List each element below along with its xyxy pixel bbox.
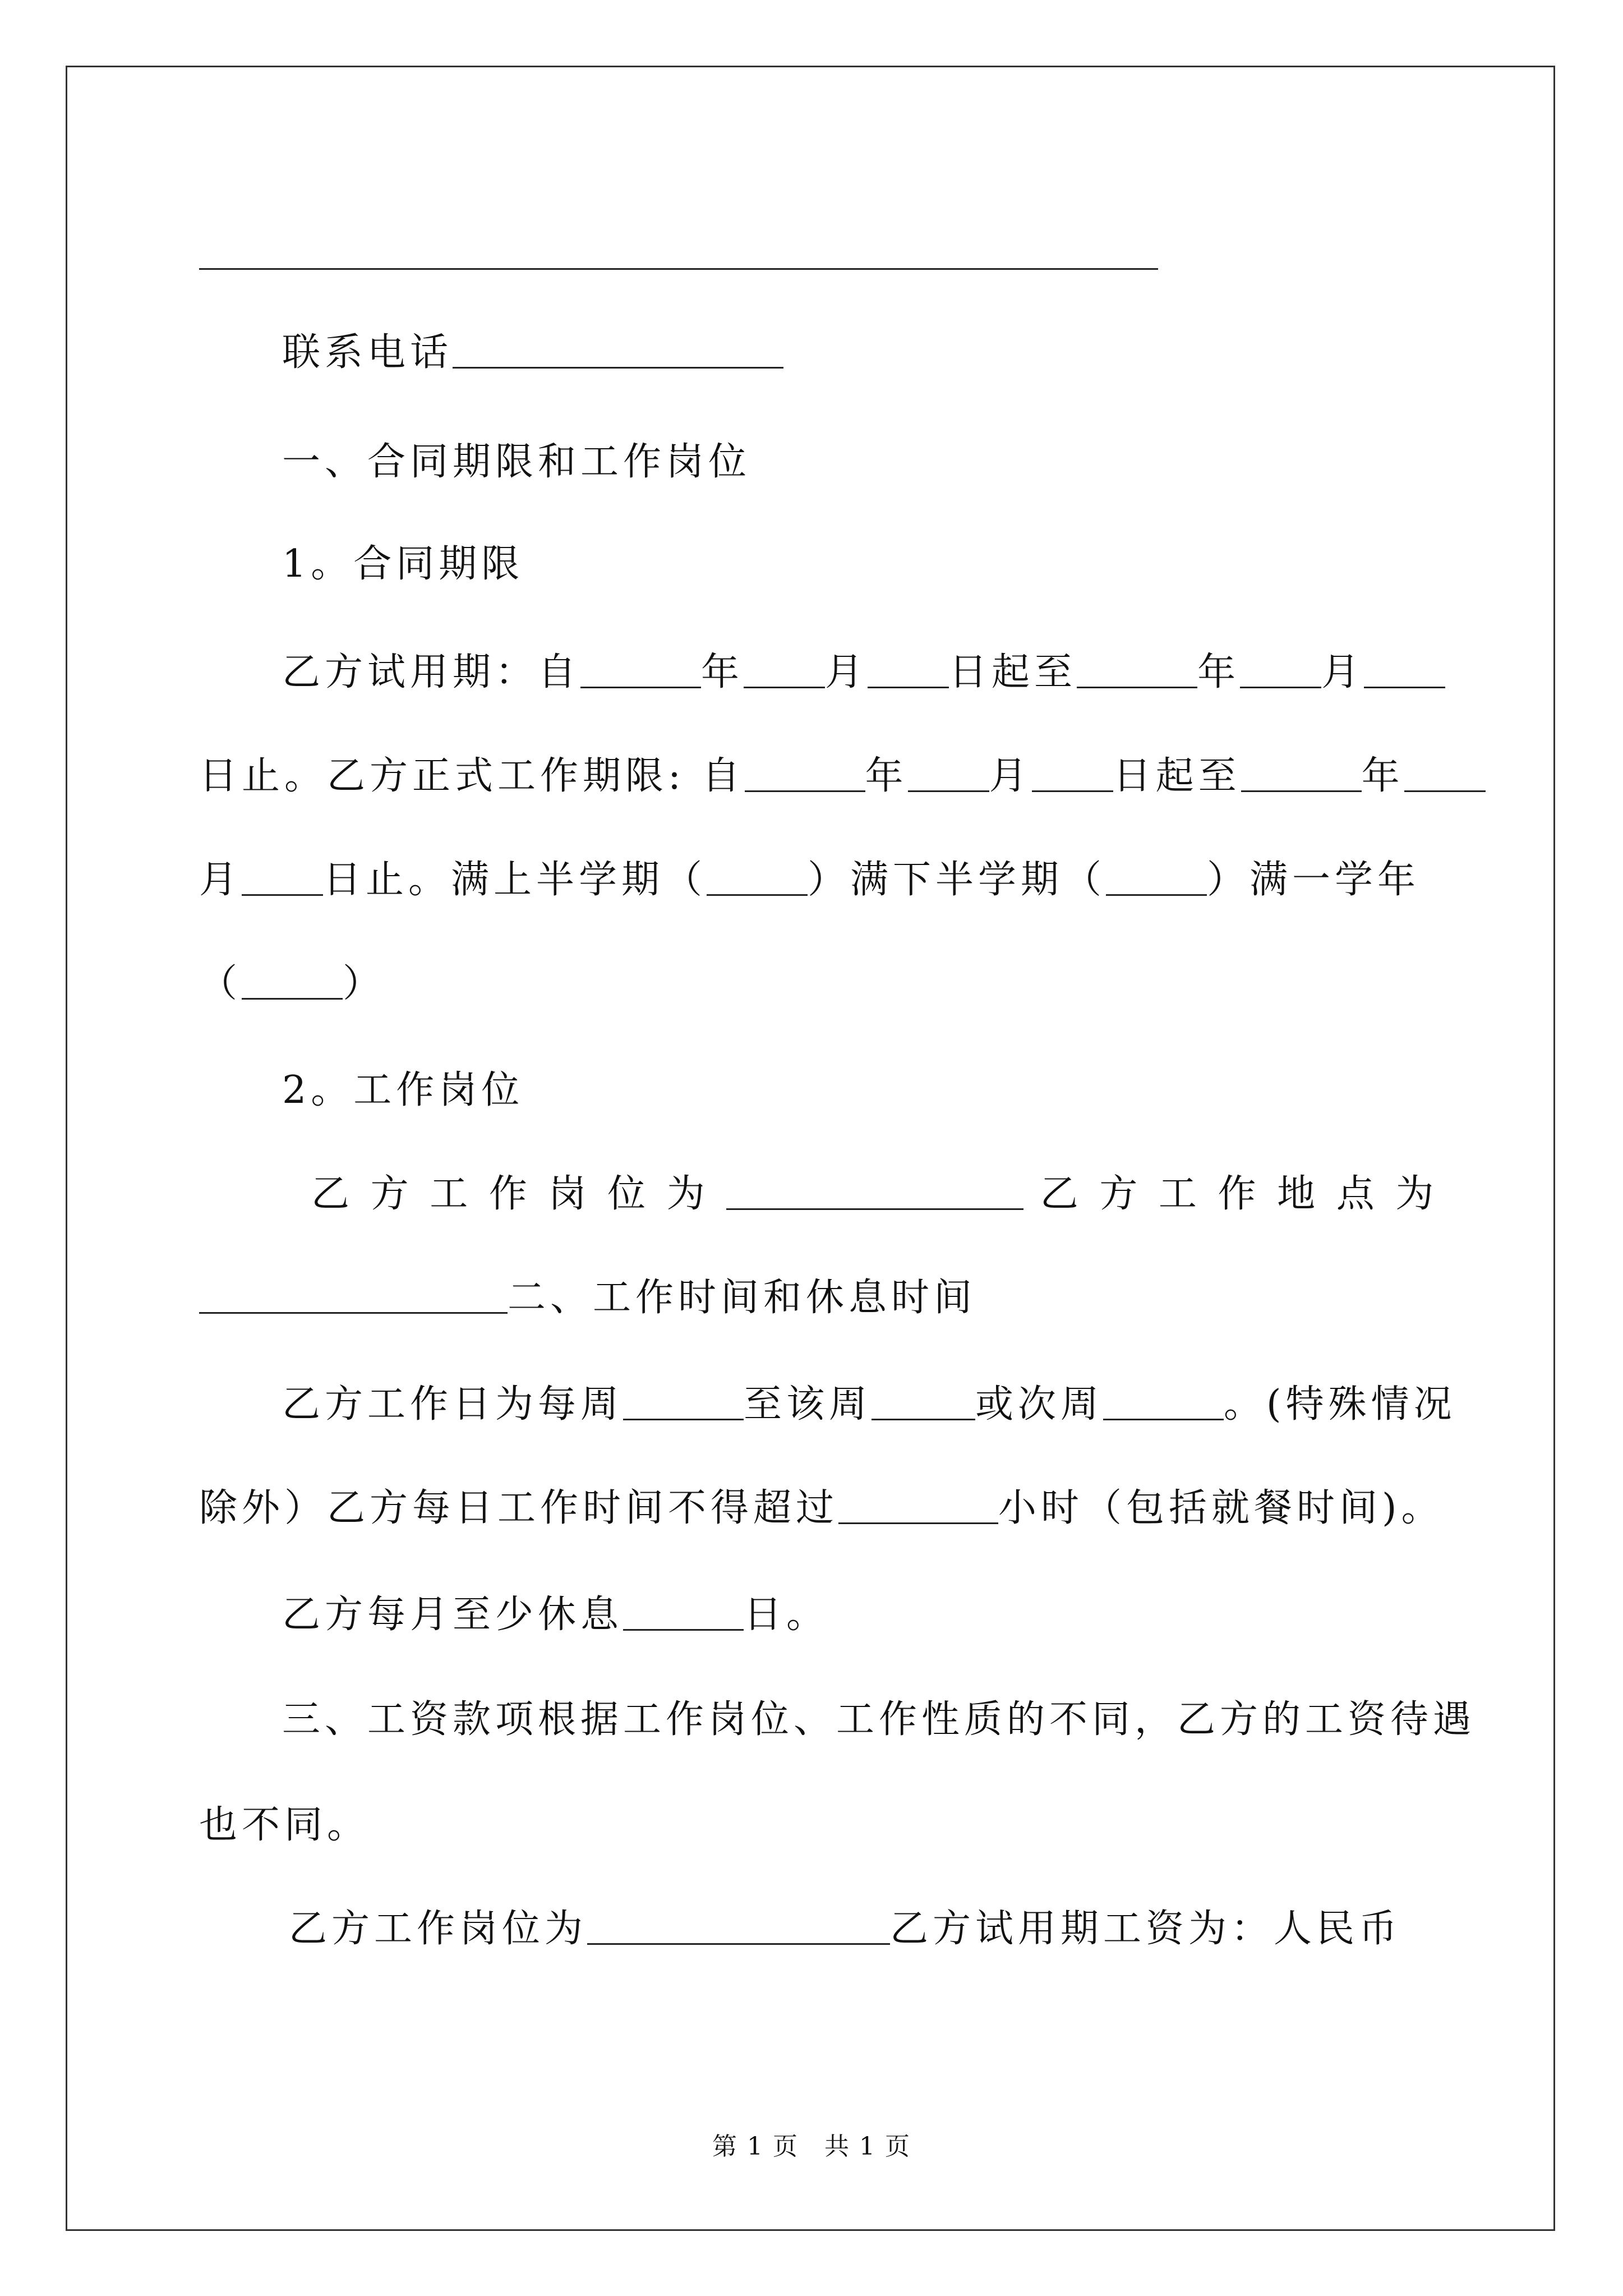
fill-blank[interactable]	[726, 1177, 1023, 1210]
fill-blank[interactable]	[868, 655, 949, 688]
fill-blank[interactable]	[623, 1387, 744, 1420]
fill-blank[interactable]	[908, 759, 989, 792]
fill-blank[interactable]	[1240, 655, 1321, 688]
fill-blank[interactable]	[587, 1912, 890, 1945]
subsection-title: 2。工作岗位	[282, 1068, 524, 1112]
fill-blank[interactable]	[838, 1491, 998, 1524]
fill-blank[interactable]	[1103, 1387, 1224, 1420]
rest-line: 乙方每月至少休息 日。	[282, 1593, 829, 1637]
page-border	[66, 66, 1555, 2231]
fill-blank[interactable]	[1032, 759, 1113, 792]
section-title: 一、合同期限和工作岗位	[282, 440, 751, 484]
probation-line: 乙方试用期：自 年 月 日起至 年 月	[199, 654, 1445, 692]
workday-line: 乙方工作日为每周 至该周 或次周 。(特殊情况	[282, 1382, 1456, 1427]
work-time-title-line: 二、工作时间和休息时间	[199, 1279, 976, 1317]
fill-blank[interactable]	[745, 759, 865, 792]
position-line: 乙 方 工 作 岗 位 为 乙 方 工 作 地 点 为	[311, 1172, 1438, 1216]
year-paren-line: （ ）	[199, 961, 386, 1006]
fill-blank[interactable]	[744, 655, 825, 688]
fill-blank[interactable]	[1404, 759, 1486, 792]
formal-term-line: 日止。乙方正式工作期限: 自 年 月 日起至 年	[199, 757, 1486, 795]
fill-blank[interactable]	[1364, 655, 1445, 688]
blank-line	[199, 268, 1158, 270]
page-footer: 第 1 页 共 1 页	[712, 2132, 911, 2161]
daily-hours-line: 除外）乙方每日工作时间不得超过 小时（包括就餐时间)。	[199, 1486, 1444, 1530]
fill-blank[interactable]	[1241, 759, 1362, 792]
fill-blank[interactable]	[872, 1387, 975, 1420]
fill-blank[interactable]	[580, 655, 701, 688]
salary-line: 乙方工作岗位为 乙方试用期工资为：人民币	[289, 1907, 1402, 1951]
salary-paragraph-cont: 也不同。	[199, 1803, 370, 1847]
phone-field[interactable]	[453, 335, 783, 369]
subsection-title: 1。合同期限	[282, 542, 524, 586]
fill-blank[interactable]	[199, 1281, 508, 1314]
phone-line: 联系电话	[199, 334, 783, 372]
fill-blank[interactable]	[1106, 863, 1207, 896]
fill-blank[interactable]	[707, 863, 808, 896]
fill-blank[interactable]	[242, 967, 343, 1000]
semester-line: 月 日止。满上半学期（ ）满下半学期（ ）满一学年	[199, 858, 1421, 902]
fill-blank[interactable]	[1077, 655, 1197, 688]
fill-blank[interactable]	[242, 863, 323, 896]
salary-paragraph: 三、工资款项根据工作岗位、工作性质的不同，乙方的工资待遇	[282, 1697, 1476, 1742]
fill-blank[interactable]	[623, 1598, 744, 1631]
